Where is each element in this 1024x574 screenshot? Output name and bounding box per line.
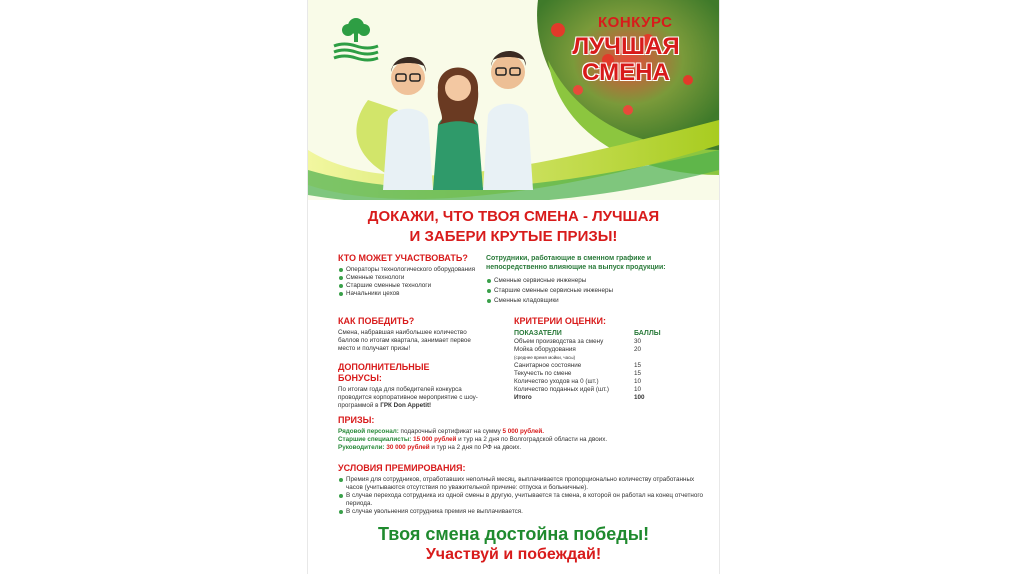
how-text: Смена, набравшая наибольшее количество баллов по итогам квартала, занимает первое место и получает призы! [338, 329, 471, 352]
who-list [338, 266, 488, 298]
criteria-section [514, 316, 664, 402]
contest-title: ЛУЧШАЯ СМЕНА [572, 33, 680, 86]
terms-section [338, 463, 708, 516]
list-item: Премия для сотрудников, отработавших неполный месяц, выплачивается пропорционально количеству отработанных часов (учитываются отсутствия по уважительной причине: отпуска и больничные). [338, 476, 708, 492]
criteria-row: Объем производства за смену 30 [514, 338, 642, 345]
list-item: Начальники цехов [338, 290, 488, 298]
criteria-header: ПОКАЗАТЕЛИ БАЛЛЫ [514, 330, 661, 337]
criteria-title: КРИТЕРИИ ОЦЕНКИ: [514, 316, 606, 326]
criteria-row: Текучесть по смене 15 [514, 370, 642, 377]
headline-line-2: И ЗАБЕРИ КРУТЫЕ ПРИЗЫ! [409, 228, 618, 245]
terms-title: УСЛОВИЯ ПРЕМИРОВАНИЯ: [338, 463, 466, 473]
list-item: Сменные сервисные инженеры [486, 277, 701, 285]
list-item: Старшие сменные сервисные инженеры [486, 287, 701, 295]
who-right-section [486, 254, 701, 305]
list-item: Сменные кладовщики [486, 297, 701, 305]
contest-label: КОНКУРС [598, 14, 673, 31]
who-section [338, 253, 488, 298]
criteria-row: Мойка оборудования (среднее время мойки, часы) 20 [514, 346, 642, 360]
headline-line-1: ДОКАЖИ, ЧТО ТВОЯ СМЕНА - ЛУЧШАЯ [367, 208, 660, 225]
criteria-row: Количество уходов на 0 (шт.) 10 [514, 378, 642, 385]
bonus-section [338, 362, 493, 410]
slogan-line-2: Участвуй и побеждай! [425, 546, 602, 563]
prizes-title: ПРИЗЫ: [338, 415, 375, 425]
who-right-list [486, 277, 701, 305]
contest-poster [307, 0, 720, 574]
company-logo [330, 14, 382, 62]
criteria-row: Количество поданных идей (шт.) 10 [514, 386, 642, 393]
terms-list [338, 476, 708, 516]
three-employees-figure [383, 51, 533, 190]
prizes-section [338, 415, 708, 452]
headline [308, 207, 719, 247]
prize-line-3: Руководители: 30 000 рублей и тур на 2 дня по РФ на двоих. [338, 444, 522, 451]
who-title: КТО МОЖЕТ УЧАСТВОВАТЬ? [338, 253, 468, 263]
list-item: Сменные технологи [338, 274, 488, 282]
list-item: В случае перехода сотрудника из одной смены в другую, учитывается та смена, в которой он работал на конец отчетного периода. [338, 492, 708, 508]
list-item: Операторы технологического оборудования [338, 266, 488, 274]
bonus-text: По итогам года для победителей конкурса проводится корпоративное мероприятие с шоу-программой в ГРК Don Appetit! [338, 386, 478, 409]
how-title: КАК ПОБЕДИТЬ? [338, 316, 415, 326]
prize-line-2: Старшие специалисты: 15 000 рублей и тур на 2 дня по Волгоградской области на двоих. [338, 436, 608, 443]
bonus-venue: ГРК Don Appetit! [380, 402, 432, 409]
slogan-line-1: Твоя смена достойна победы! [377, 524, 650, 544]
prize-line-1: Рядовой персонал: подарочный сертификат на сумму 5 000 рублей. [338, 428, 545, 435]
criteria-total: Итого 100 [514, 394, 645, 401]
list-item: Старшие сменные технологи [338, 282, 488, 290]
criteria-row: Санитарное состояние 15 [514, 362, 642, 369]
who-right-title: Сотрудники, работающие в сменном графике и непосредственно влияющие на выпуск продукции: [486, 255, 666, 271]
how-section [338, 316, 488, 353]
list-item: В случае увольнения сотрудника премия не выплачивается. [338, 508, 708, 516]
bonus-title: ДОПОЛНИТЕЛЬНЫЕ БОНУСЫ: [338, 362, 430, 383]
